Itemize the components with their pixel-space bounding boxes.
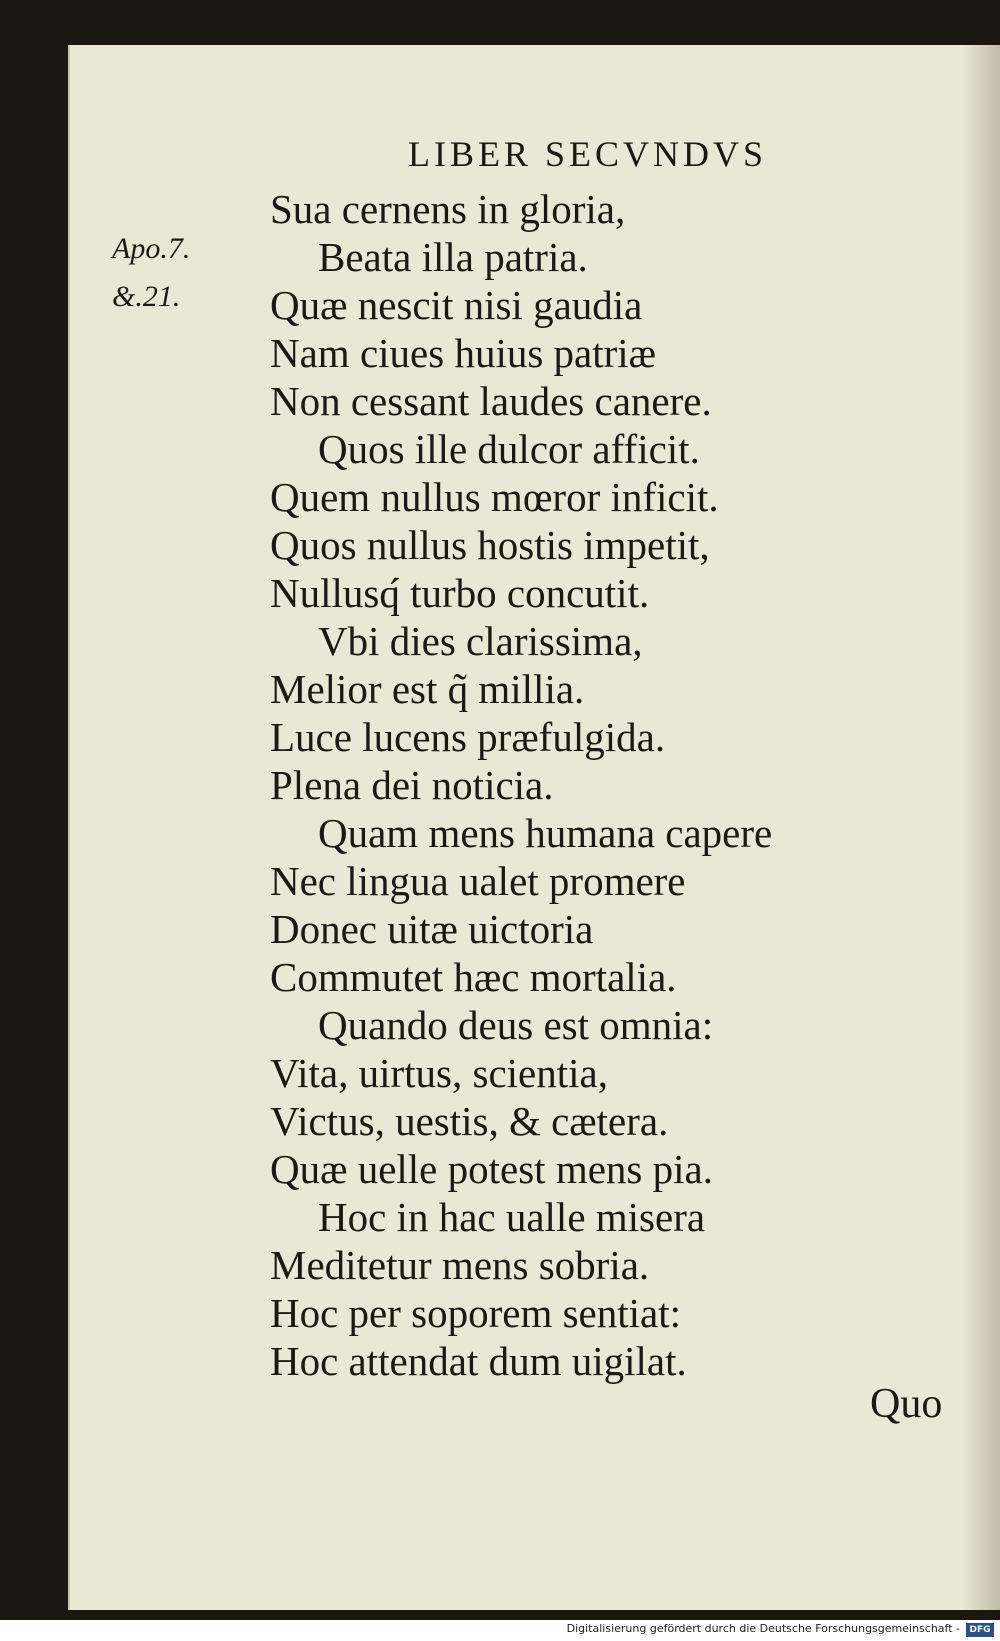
dfg-logo-icon: DFG: [966, 1623, 994, 1637]
verse-text-block: [270, 185, 772, 1385]
verse-line: Quem nullus mœror inficit.: [270, 474, 719, 520]
verse-line: Victus, uestis, & cætera.: [270, 1098, 669, 1144]
marginal-note-apocalypse: Apo.7.: [112, 232, 191, 265]
catchword: Quo: [870, 1381, 943, 1427]
verse-line: Melior est q̃ millia.: [270, 666, 585, 712]
verse-line: Beata illa patria.: [318, 234, 588, 280]
verse-line: Quando deus est omnia:: [318, 1002, 714, 1048]
verse-line: Plena dei noticia.: [270, 762, 554, 808]
gutter-shadow: [962, 45, 1000, 1610]
verse-line: Quæ nescit nisi gaudia: [270, 282, 643, 328]
verse-line: Vbi dies clarissima,: [318, 618, 643, 664]
marginal-note-chapter: &.21.: [112, 280, 181, 313]
verse-line: Luce lucens præfulgida.: [270, 714, 666, 760]
footer-credit: Digitalisierung gefördert durch die Deutsche Forschungsgemeinschaft -: [566, 1622, 960, 1635]
verse-line: Donec uitæ uictoria: [270, 906, 594, 952]
verse-line: Commutet hæc mortalia.: [270, 954, 677, 1000]
running-head: LIBER SECVNDVS: [408, 134, 768, 174]
verse-line: Hoc attendat dum uigilat.: [270, 1338, 687, 1384]
verse-line: Nullusq́ turbo concutit.: [270, 570, 650, 616]
footer-strip: [0, 1620, 1000, 1641]
verse-line: Vita, uirtus, scientia,: [270, 1050, 608, 1096]
verse-line: Hoc in hac ualle misera: [318, 1194, 706, 1240]
verse-line: Nam ciues huius patriæ: [270, 330, 657, 376]
verse-line: Quæ uelle potest mens pia.: [270, 1146, 713, 1192]
verse-line: Quos ille dulcor afficit.: [318, 426, 700, 472]
verse-line: Hoc per soporem sentiat:: [270, 1290, 682, 1336]
verse-line: Sua cernens in gloria,: [270, 186, 626, 232]
verse-line: Nec lingua ualet promere: [270, 858, 686, 904]
verse-line: Quos nullus hostis impetit,: [270, 522, 710, 568]
verse-line: Meditetur mens sobria.: [270, 1242, 650, 1288]
verse-line: Quam mens humana capere: [318, 810, 773, 856]
verse-line: Non cessant laudes canere.: [270, 378, 712, 424]
